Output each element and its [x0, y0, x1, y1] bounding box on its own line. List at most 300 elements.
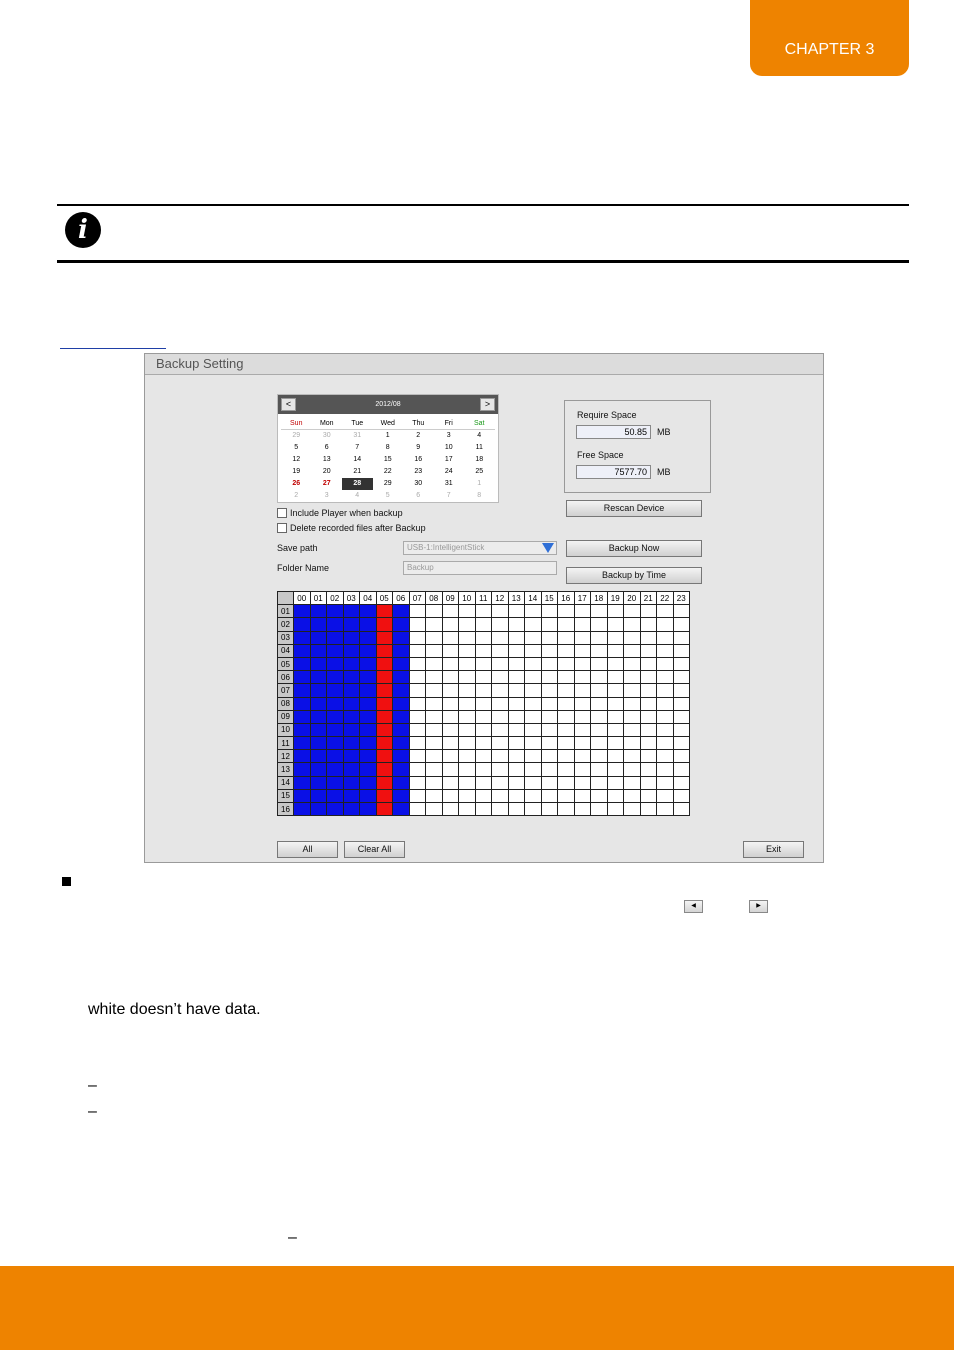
schedule-cell[interactable] [525, 657, 542, 670]
schedule-cell[interactable] [409, 750, 426, 763]
schedule-cell[interactable] [624, 671, 641, 684]
schedule-cell[interactable] [360, 710, 377, 723]
schedule-cell[interactable] [343, 710, 360, 723]
schedule-cell[interactable] [393, 697, 410, 710]
schedule-cell[interactable] [310, 710, 327, 723]
dropdown-arrow-icon[interactable] [542, 543, 554, 553]
calendar-day[interactable]: 3 [324, 492, 329, 499]
schedule-cell[interactable] [393, 618, 410, 631]
schedule-cell[interactable] [442, 776, 459, 789]
schedule-cell[interactable] [426, 723, 443, 736]
channel-header[interactable]: 06 [278, 671, 294, 684]
schedule-cell[interactable] [657, 697, 674, 710]
schedule-cell[interactable] [558, 723, 575, 736]
hour-header[interactable]: 16 [558, 592, 575, 605]
schedule-cell[interactable] [409, 710, 426, 723]
schedule-cell[interactable] [492, 737, 509, 750]
schedule-cell[interactable] [525, 763, 542, 776]
schedule-cell[interactable] [310, 763, 327, 776]
schedule-cell[interactable] [673, 750, 690, 763]
schedule-cell[interactable] [327, 723, 344, 736]
schedule-cell[interactable] [376, 710, 393, 723]
schedule-cell[interactable] [624, 631, 641, 644]
hour-header[interactable]: 11 [475, 592, 492, 605]
schedule-cell[interactable] [294, 657, 311, 670]
hour-header[interactable]: 21 [640, 592, 657, 605]
schedule-cell[interactable] [475, 737, 492, 750]
schedule-cell[interactable] [508, 776, 525, 789]
schedule-cell[interactable] [360, 644, 377, 657]
calendar-day[interactable]: 14 [353, 456, 362, 463]
schedule-cell[interactable] [393, 723, 410, 736]
schedule-cell[interactable] [294, 618, 311, 631]
schedule-cell[interactable] [657, 644, 674, 657]
schedule-cell[interactable] [492, 684, 509, 697]
save-path-select[interactable] [403, 541, 557, 555]
schedule-cell[interactable] [343, 763, 360, 776]
schedule-cell[interactable] [459, 618, 476, 631]
schedule-cell[interactable] [525, 618, 542, 631]
schedule-cell[interactable] [426, 631, 443, 644]
schedule-cell[interactable] [360, 737, 377, 750]
schedule-cell[interactable] [508, 737, 525, 750]
schedule-cell[interactable] [294, 671, 311, 684]
schedule-cell[interactable] [492, 657, 509, 670]
schedule-cell[interactable] [673, 737, 690, 750]
calendar-day[interactable]: 30 [414, 480, 423, 487]
schedule-cell[interactable] [657, 789, 674, 802]
schedule-cell[interactable] [558, 710, 575, 723]
schedule-cell[interactable] [327, 803, 344, 816]
calendar-day[interactable]: 20 [322, 468, 331, 475]
schedule-cell[interactable] [541, 803, 558, 816]
schedule-cell[interactable] [574, 657, 591, 670]
schedule-cell[interactable] [541, 763, 558, 776]
schedule-cell[interactable] [294, 789, 311, 802]
schedule-cell[interactable] [327, 697, 344, 710]
schedule-cell[interactable] [624, 618, 641, 631]
schedule-cell[interactable] [393, 631, 410, 644]
schedule-cell[interactable] [310, 723, 327, 736]
backup-by-time-button[interactable]: Backup by Time [566, 567, 702, 584]
schedule-cell[interactable] [508, 618, 525, 631]
schedule-cell[interactable] [541, 710, 558, 723]
schedule-cell[interactable] [640, 776, 657, 789]
schedule-cell[interactable] [591, 697, 608, 710]
next-month-button[interactable]: > [480, 398, 495, 411]
schedule-cell[interactable] [393, 710, 410, 723]
schedule-cell[interactable] [442, 644, 459, 657]
calendar-day[interactable]: 26 [292, 480, 301, 487]
schedule-cell[interactable] [327, 684, 344, 697]
schedule-cell[interactable] [409, 697, 426, 710]
calendar-day[interactable]: 5 [294, 444, 299, 451]
schedule-cell[interactable] [426, 789, 443, 802]
schedule-cell[interactable] [310, 657, 327, 670]
schedule-cell[interactable] [607, 803, 624, 816]
schedule-cell[interactable] [574, 763, 591, 776]
schedule-cell[interactable] [426, 763, 443, 776]
calendar-day[interactable]: 6 [324, 444, 329, 451]
schedule-cell[interactable] [426, 657, 443, 670]
schedule-cell[interactable] [541, 697, 558, 710]
schedule-cell[interactable] [591, 671, 608, 684]
schedule-cell[interactable] [607, 776, 624, 789]
schedule-cell[interactable] [343, 684, 360, 697]
schedule-cell[interactable] [393, 671, 410, 684]
schedule-cell[interactable] [607, 723, 624, 736]
schedule-cell[interactable] [409, 763, 426, 776]
schedule-cell[interactable] [343, 697, 360, 710]
schedule-cell[interactable] [459, 657, 476, 670]
schedule-cell[interactable] [525, 803, 542, 816]
schedule-cell[interactable] [459, 723, 476, 736]
schedule-cell[interactable] [459, 776, 476, 789]
schedule-cell[interactable] [508, 644, 525, 657]
hour-header[interactable]: 23 [673, 592, 690, 605]
schedule-cell[interactable] [393, 750, 410, 763]
schedule-cell[interactable] [327, 657, 344, 670]
schedule-cell[interactable] [624, 803, 641, 816]
calendar-day[interactable]: 4 [477, 432, 482, 439]
schedule-cell[interactable] [442, 750, 459, 763]
schedule-cell[interactable] [426, 776, 443, 789]
schedule-cell[interactable] [591, 657, 608, 670]
schedule-cell[interactable] [442, 763, 459, 776]
calendar-day[interactable]: 2 [416, 432, 421, 439]
schedule-cell[interactable] [376, 644, 393, 657]
calendar-day[interactable]: 21 [353, 468, 362, 475]
channel-header[interactable]: 11 [278, 737, 294, 750]
calendar-day[interactable]: 18 [475, 456, 484, 463]
schedule-cell[interactable] [673, 710, 690, 723]
schedule-cell[interactable] [343, 723, 360, 736]
channel-header[interactable]: 01 [278, 605, 294, 618]
schedule-cell[interactable] [343, 803, 360, 816]
schedule-cell[interactable] [442, 737, 459, 750]
schedule-cell[interactable] [624, 644, 641, 657]
schedule-cell[interactable] [624, 605, 641, 618]
calendar-day[interactable]: 8 [477, 492, 482, 499]
calendar-day[interactable]: 11 [475, 444, 483, 451]
schedule-cell[interactable] [657, 710, 674, 723]
schedule-cell[interactable] [294, 737, 311, 750]
schedule-cell[interactable] [376, 671, 393, 684]
schedule-cell[interactable] [541, 723, 558, 736]
schedule-cell[interactable] [558, 618, 575, 631]
schedule-cell[interactable] [442, 631, 459, 644]
schedule-cell[interactable] [426, 684, 443, 697]
schedule-cell[interactable] [310, 605, 327, 618]
schedule-cell[interactable] [640, 803, 657, 816]
schedule-cell[interactable] [492, 776, 509, 789]
schedule-cell[interactable] [574, 605, 591, 618]
calendar-day[interactable]: 1 [385, 432, 390, 439]
schedule-cell[interactable] [640, 710, 657, 723]
schedule-cell[interactable] [558, 763, 575, 776]
schedule-cell[interactable] [475, 605, 492, 618]
schedule-cell[interactable] [327, 631, 344, 644]
schedule-cell[interactable] [475, 803, 492, 816]
schedule-cell[interactable] [508, 710, 525, 723]
schedule-cell[interactable] [294, 631, 311, 644]
channel-header[interactable]: 03 [278, 631, 294, 644]
schedule-cell[interactable] [574, 803, 591, 816]
schedule-cell[interactable] [508, 723, 525, 736]
schedule-cell[interactable] [343, 618, 360, 631]
hour-header[interactable]: 13 [508, 592, 525, 605]
schedule-cell[interactable] [442, 697, 459, 710]
schedule-cell[interactable] [360, 605, 377, 618]
schedule-cell[interactable] [343, 737, 360, 750]
schedule-cell[interactable] [591, 618, 608, 631]
prev-month-button[interactable]: < [281, 398, 296, 411]
schedule-cell[interactable] [640, 697, 657, 710]
schedule-cell[interactable] [310, 631, 327, 644]
schedule-cell[interactable] [574, 750, 591, 763]
schedule-cell[interactable] [558, 644, 575, 657]
schedule-cell[interactable] [409, 671, 426, 684]
schedule-cell[interactable] [409, 657, 426, 670]
schedule-cell[interactable] [409, 737, 426, 750]
schedule-cell[interactable] [508, 697, 525, 710]
schedule-cell[interactable] [426, 737, 443, 750]
schedule-cell[interactable] [624, 684, 641, 697]
schedule-cell[interactable] [558, 657, 575, 670]
hour-header[interactable]: 18 [591, 592, 608, 605]
schedule-cell[interactable] [673, 671, 690, 684]
schedule-cell[interactable] [376, 684, 393, 697]
schedule-cell[interactable] [459, 671, 476, 684]
schedule-cell[interactable] [459, 803, 476, 816]
schedule-cell[interactable] [574, 737, 591, 750]
schedule-cell[interactable] [475, 710, 492, 723]
schedule-cell[interactable] [343, 644, 360, 657]
schedule-cell[interactable] [541, 671, 558, 684]
schedule-cell[interactable] [310, 803, 327, 816]
schedule-cell[interactable] [442, 803, 459, 816]
schedule-cell[interactable] [607, 684, 624, 697]
folder-name-input[interactable] [403, 561, 557, 575]
clear-all-button[interactable]: Clear All [344, 841, 405, 858]
exit-button[interactable]: Exit [743, 841, 804, 858]
schedule-cell[interactable] [442, 618, 459, 631]
schedule-cell[interactable] [492, 671, 509, 684]
schedule-cell[interactable] [310, 750, 327, 763]
calendar-day[interactable]: 12 [292, 456, 301, 463]
schedule-cell[interactable] [591, 737, 608, 750]
schedule-cell[interactable] [607, 750, 624, 763]
schedule-cell[interactable] [442, 789, 459, 802]
schedule-cell[interactable] [640, 684, 657, 697]
schedule-cell[interactable] [393, 789, 410, 802]
schedule-cell[interactable] [459, 684, 476, 697]
schedule-cell[interactable] [360, 750, 377, 763]
channel-header[interactable]: 02 [278, 618, 294, 631]
schedule-cell[interactable] [442, 710, 459, 723]
hour-header[interactable]: 01 [310, 592, 327, 605]
schedule-cell[interactable] [607, 710, 624, 723]
schedule-cell[interactable] [607, 671, 624, 684]
calendar-day[interactable]: 30 [322, 432, 331, 439]
schedule-cell[interactable] [640, 789, 657, 802]
schedule-cell[interactable] [525, 644, 542, 657]
schedule-cell[interactable] [360, 631, 377, 644]
schedule-cell[interactable] [541, 631, 558, 644]
schedule-cell[interactable] [360, 697, 377, 710]
calendar-day[interactable]: 3 [446, 432, 451, 439]
calendar-day[interactable]: 29 [292, 432, 301, 439]
hour-header[interactable]: 08 [426, 592, 443, 605]
schedule-cell[interactable] [657, 684, 674, 697]
schedule-cell[interactable] [475, 644, 492, 657]
schedule-cell[interactable] [508, 671, 525, 684]
schedule-cell[interactable] [442, 684, 459, 697]
schedule-cell[interactable] [591, 789, 608, 802]
schedule-cell[interactable] [574, 723, 591, 736]
schedule-cell[interactable] [640, 644, 657, 657]
schedule-cell[interactable] [409, 631, 426, 644]
schedule-cell[interactable] [294, 803, 311, 816]
calendar-day[interactable]: 1 [477, 480, 482, 487]
schedule-cell[interactable] [459, 789, 476, 802]
channel-header[interactable]: 08 [278, 697, 294, 710]
hour-header[interactable]: 07 [409, 592, 426, 605]
schedule-cell[interactable] [360, 723, 377, 736]
schedule-cell[interactable] [591, 723, 608, 736]
schedule-cell[interactable] [442, 671, 459, 684]
schedule-cell[interactable] [409, 644, 426, 657]
backup-now-button[interactable]: Backup Now [566, 540, 702, 557]
schedule-cell[interactable] [409, 789, 426, 802]
schedule-cell[interactable] [673, 618, 690, 631]
schedule-cell[interactable] [508, 605, 525, 618]
schedule-cell[interactable] [574, 644, 591, 657]
schedule-cell[interactable] [343, 605, 360, 618]
schedule-cell[interactable] [409, 803, 426, 816]
schedule-cell[interactable] [591, 684, 608, 697]
schedule-cell[interactable] [426, 671, 443, 684]
schedule-cell[interactable] [558, 737, 575, 750]
schedule-cell[interactable] [591, 644, 608, 657]
schedule-cell[interactable] [294, 697, 311, 710]
schedule-cell[interactable] [657, 776, 674, 789]
schedule-cell[interactable] [492, 750, 509, 763]
schedule-cell[interactable] [574, 618, 591, 631]
schedule-cell[interactable] [541, 618, 558, 631]
schedule-cell[interactable] [607, 644, 624, 657]
schedule-cell[interactable] [409, 723, 426, 736]
schedule-cell[interactable] [574, 710, 591, 723]
calendar-day[interactable]: 29 [383, 480, 392, 487]
schedule-cell[interactable] [624, 750, 641, 763]
schedule-cell[interactable] [673, 644, 690, 657]
schedule-cell[interactable] [492, 697, 509, 710]
calendar-day[interactable]: 13 [322, 456, 331, 463]
schedule-cell[interactable] [327, 618, 344, 631]
calendar-day[interactable]: 22 [383, 468, 392, 475]
schedule-cell[interactable] [541, 789, 558, 802]
schedule-cell[interactable] [574, 789, 591, 802]
schedule-cell[interactable] [624, 737, 641, 750]
calendar-day[interactable]: 16 [414, 456, 423, 463]
schedule-cell[interactable] [607, 697, 624, 710]
schedule-cell[interactable] [508, 750, 525, 763]
schedule-cell[interactable] [558, 750, 575, 763]
schedule-cell[interactable] [426, 710, 443, 723]
calendar-day[interactable]: 7 [446, 492, 451, 499]
delete-files-checkbox[interactable] [277, 523, 287, 533]
schedule-cell[interactable] [508, 684, 525, 697]
schedule-cell[interactable] [327, 737, 344, 750]
schedule-cell[interactable] [294, 644, 311, 657]
schedule-cell[interactable] [426, 697, 443, 710]
schedule-cell[interactable] [327, 789, 344, 802]
hour-header[interactable]: 02 [327, 592, 344, 605]
schedule-cell[interactable] [459, 763, 476, 776]
hour-header[interactable]: 14 [525, 592, 542, 605]
schedule-cell[interactable] [343, 750, 360, 763]
schedule-cell[interactable] [673, 657, 690, 670]
schedule-cell[interactable] [492, 644, 509, 657]
calendar-day[interactable]: 5 [385, 492, 390, 499]
schedule-cell[interactable] [459, 737, 476, 750]
schedule-cell[interactable] [525, 697, 542, 710]
schedule-cell[interactable] [657, 737, 674, 750]
schedule-cell[interactable] [409, 618, 426, 631]
schedule-cell[interactable] [640, 618, 657, 631]
schedule-cell[interactable] [343, 671, 360, 684]
schedule-cell[interactable] [624, 763, 641, 776]
schedule-cell[interactable] [508, 763, 525, 776]
schedule-cell[interactable] [607, 789, 624, 802]
schedule-cell[interactable] [673, 763, 690, 776]
schedule-cell[interactable] [475, 631, 492, 644]
channel-header[interactable]: 14 [278, 776, 294, 789]
schedule-cell[interactable] [558, 697, 575, 710]
calendar-day[interactable]: 23 [414, 468, 423, 475]
hour-header[interactable]: 15 [541, 592, 558, 605]
calendar-day[interactable]: 15 [383, 456, 392, 463]
schedule-cell[interactable] [310, 737, 327, 750]
schedule-cell[interactable] [376, 763, 393, 776]
schedule-cell[interactable] [310, 789, 327, 802]
schedule-cell[interactable] [673, 605, 690, 618]
schedule-cell[interactable] [426, 605, 443, 618]
schedule-cell[interactable] [310, 684, 327, 697]
schedule-cell[interactable] [492, 763, 509, 776]
schedule-cell[interactable] [360, 657, 377, 670]
hour-header[interactable]: 22 [657, 592, 674, 605]
schedule-cell[interactable] [657, 618, 674, 631]
schedule-cell[interactable] [442, 605, 459, 618]
schedule-cell[interactable] [673, 631, 690, 644]
schedule-cell[interactable] [426, 618, 443, 631]
schedule-cell[interactable] [376, 657, 393, 670]
schedule-cell[interactable] [525, 671, 542, 684]
schedule-cell[interactable] [558, 684, 575, 697]
schedule-cell[interactable] [475, 671, 492, 684]
schedule-cell[interactable] [574, 697, 591, 710]
calendar-day[interactable]: 7 [355, 444, 360, 451]
schedule-cell[interactable] [657, 750, 674, 763]
schedule-cell[interactable] [525, 789, 542, 802]
schedule-cell[interactable] [657, 671, 674, 684]
schedule-cell[interactable] [327, 605, 344, 618]
schedule-cell[interactable] [657, 631, 674, 644]
calendar-day[interactable]: 31 [444, 480, 453, 487]
schedule-cell[interactable] [673, 723, 690, 736]
